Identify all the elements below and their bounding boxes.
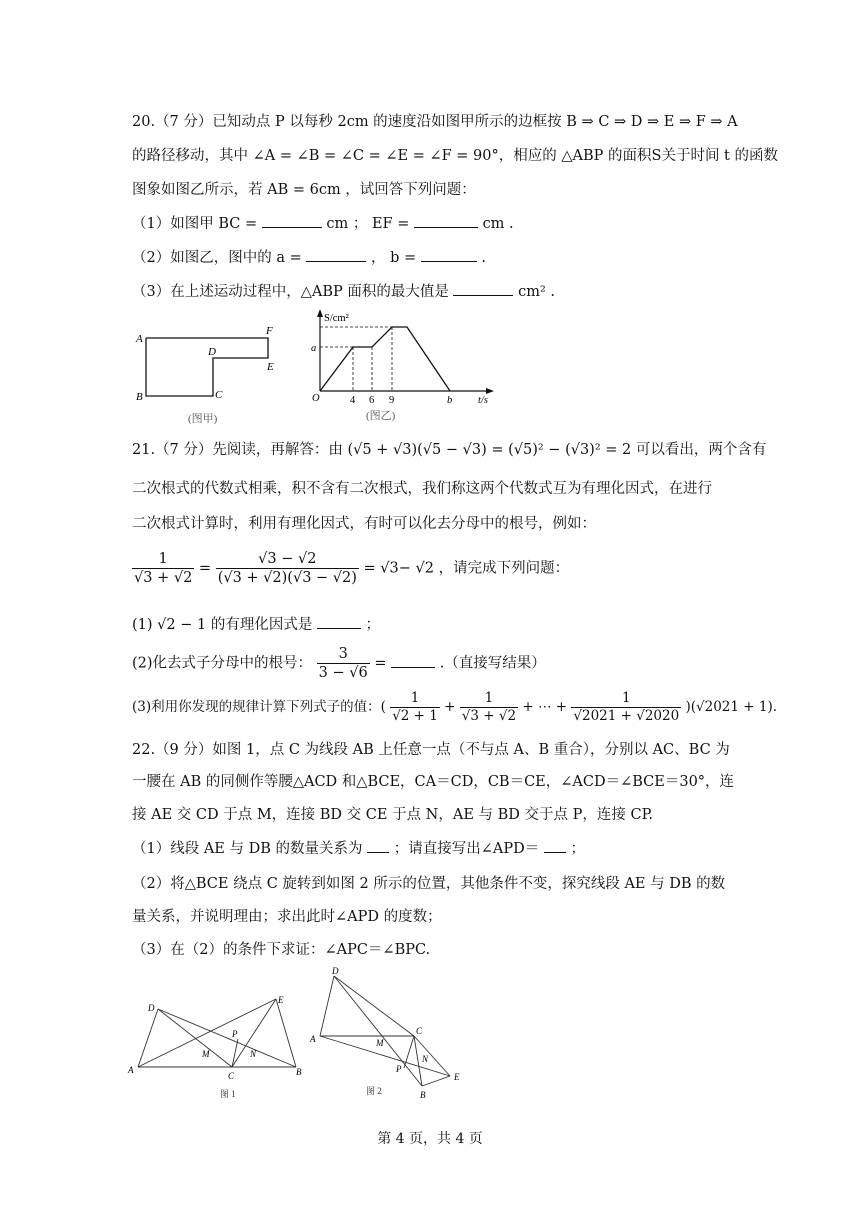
denominator: √3 + √2: [134, 570, 193, 586]
example-fraction-1: [132, 550, 194, 587]
b-label: b =: [390, 250, 417, 266]
label-f: F: [266, 325, 273, 337]
denominator: (√3 + √2)(√3 − √2): [217, 570, 357, 586]
answer-blank[interactable]: [367, 838, 389, 853]
answer-blank[interactable]: [414, 213, 478, 228]
fig2-label-m: M: [376, 1038, 384, 1048]
answer-blank[interactable]: [391, 653, 435, 668]
tick-6: 6: [369, 395, 375, 406]
denominator: √2021 + √2020: [573, 708, 680, 724]
fig2-label-e: E: [454, 1072, 460, 1082]
equals-sign: =: [198, 560, 212, 577]
semicolon: ；: [365, 617, 381, 633]
q21-line3: 二次根式计算时，利用有理化因式，有时可以化去分母中的根号，例如：: [132, 516, 596, 532]
fig2-label-n: N: [422, 1054, 429, 1064]
q22-part3: （3）在（2）的条件下求证：∠APC＝∠BPC.: [132, 942, 431, 958]
numerator: 1: [460, 690, 518, 708]
denominator: √3 + √2: [461, 708, 517, 724]
q20-part2: [132, 247, 486, 268]
plus-sign: +: [444, 699, 456, 715]
fig1-label-b: B: [296, 1067, 302, 1077]
label-b: B: [136, 391, 143, 403]
caption-yi: (图乙): [366, 410, 396, 422]
q20-p1-label: （1）如图甲 BC =: [132, 216, 258, 232]
figure-2: [308, 962, 478, 1107]
series-tail: )(√2021 + 1).: [685, 699, 778, 715]
fig1-label-p: P: [232, 1029, 238, 1039]
xlabel: t/s: [478, 395, 488, 406]
series-fraction-1: [390, 690, 440, 725]
q21-expression: (√5 + √3)(√5 − √3) = (√5)² − (√3)² = 2: [347, 442, 632, 458]
label-a-val: a: [311, 343, 317, 354]
q21-part1: [132, 614, 380, 635]
q21-part2: [132, 645, 546, 682]
ellipsis-plus: + ⋯ +: [522, 699, 568, 715]
equals-sign: =: [374, 655, 387, 672]
fig2-label-d: D: [332, 966, 339, 976]
q21-p2-note: .（直接写结果）: [439, 655, 546, 672]
separator-text: ，: [370, 250, 386, 266]
q20-part3: [132, 281, 555, 302]
tick-4: 4: [350, 395, 356, 406]
numerator: 3: [317, 645, 370, 664]
label-e: E: [267, 361, 274, 373]
q21-part3: [132, 690, 777, 725]
label-a: A: [136, 333, 143, 345]
numerator: 1: [390, 690, 440, 708]
q22-p1-label: （1）线段 AE 与 DB 的数量关系为: [132, 841, 363, 857]
q21-p1-label: (1) √2 − 1 的有理化因式是: [132, 617, 313, 633]
fig2-label-b: B: [420, 1090, 426, 1100]
q22-part1: [132, 838, 585, 859]
caption-jia: (图甲): [188, 413, 218, 425]
q21-line1: [132, 440, 766, 460]
page-footer: 第 4 页，共 4 页: [377, 1131, 483, 1147]
answer-blank[interactable]: [317, 614, 361, 629]
semicolon: ；: [570, 841, 585, 857]
unit-text: cm .: [482, 216, 514, 232]
tick-9: 9: [389, 395, 395, 406]
denominator: 3 − √6: [318, 665, 368, 681]
q20-line1: 20.（7 分）已知动点 P 以每秒 2cm 的速度沿如图甲所示的边框按 B ⇒ C ⇒ D ⇒ E ⇒ F ⇒ A: [132, 114, 738, 130]
q20-line2: 的路径移动，其中 ∠A = ∠B = ∠C = ∠E = ∠F = 90°，相应的 △ABP 的面积S关于时间 t 的函数: [132, 148, 778, 164]
figure-yi: [300, 305, 515, 430]
ef-label: EF =: [371, 216, 410, 232]
fig2-label-a: A: [310, 1034, 316, 1044]
q22-part2-line1: （2）将△BCE 绕点 C 旋转到如图 2 所示的位置，其他条件不变，探究线段 AE 与 DB 的数: [132, 876, 726, 892]
fig1-label-c: C: [228, 1071, 235, 1081]
q20-part1: [132, 213, 514, 234]
figure-1: [126, 995, 311, 1105]
numerator: 1: [571, 690, 681, 708]
fig1-caption: 图 1: [220, 1089, 236, 1099]
unit-text: cm ；: [326, 216, 368, 232]
q21-intro: 21.（7 分）先阅读，再解答：由: [132, 442, 343, 458]
q22-line3: 接 AE 交 CD 于点 M，连接 BD 交 CE 于点 N，AE 与 BD 交于点 P，连接 CP.: [132, 807, 654, 823]
answer-blank[interactable]: [421, 247, 477, 262]
q22-part2-line2: 量关系，并说明理由；求出此时∠APD 的度数；: [132, 909, 442, 925]
q21-p2-label: (2)化去式子分母中的根号：: [132, 655, 313, 672]
fig1-label-m: M: [202, 1049, 210, 1059]
fig2-label-p: P: [396, 1064, 402, 1074]
q22-p1-angle: ；请直接写出∠APD＝: [393, 841, 540, 857]
unit-text: cm² .: [518, 284, 555, 300]
fig1-label-a: A: [128, 1065, 134, 1075]
q20-line3: 图象如图乙所示，若 AB = 6cm ，试回答下列问题：: [132, 182, 476, 198]
q22-line2: 一腰在 AB 的同侧作等腰△ACD 和△BCE，CA＝CD，CB＝CE，∠ACD＝∠BCE＝30°，连: [132, 774, 735, 790]
q21-line2: 二次根式的代数式相乘，积不含有二次根式，我们称这两个代数式互为有理化因式，在进行: [132, 481, 712, 497]
example-fraction-2: [216, 550, 359, 587]
label-c: C: [215, 389, 223, 401]
series-fraction-last: [571, 690, 681, 725]
period-text: .: [481, 250, 486, 266]
denominator: √2 + 1: [392, 708, 438, 724]
fig1-label-e: E: [278, 995, 284, 1005]
q21-p3-label: (3)利用你发现的规律计算下列式子的值：(: [132, 699, 386, 715]
q21-intro-end: 可以看出，两个含有: [635, 442, 767, 458]
fig2-label-c: C: [416, 1026, 423, 1036]
q22-line1: 22.（9 分）如图 1，点 C 为线段 AB 上任意一点（不与点 A、B 重合），分别以 AC、BC 为: [132, 742, 730, 758]
q20-p2-label: （2）如图乙，图中的 a =: [132, 250, 302, 266]
fig1-label-d: D: [148, 1003, 155, 1013]
example-result: = √3− √2 ，请完成下列问题：: [363, 560, 570, 577]
tick-b: b: [447, 395, 453, 406]
ylabel: S/cm²: [324, 313, 349, 324]
rationalize-fraction: [317, 645, 370, 682]
figure-jia: [128, 318, 288, 430]
answer-blank[interactable]: [262, 213, 322, 228]
fig1-label-n: N: [250, 1049, 257, 1059]
q20-p3-label: （3）在上述运动过程中，△ABP 面积的最大值是: [132, 284, 449, 300]
numerator: √3 − √2: [216, 550, 359, 569]
answer-blank[interactable]: [544, 838, 566, 853]
label-o: O: [312, 393, 320, 404]
answer-blank[interactable]: [453, 281, 513, 296]
q21-example: [132, 550, 569, 587]
answer-blank[interactable]: [306, 247, 366, 262]
numerator: 1: [132, 550, 194, 569]
fig2-caption: 图 2: [366, 1086, 382, 1096]
label-d: D: [208, 346, 216, 358]
series-fraction-2: [460, 690, 518, 725]
